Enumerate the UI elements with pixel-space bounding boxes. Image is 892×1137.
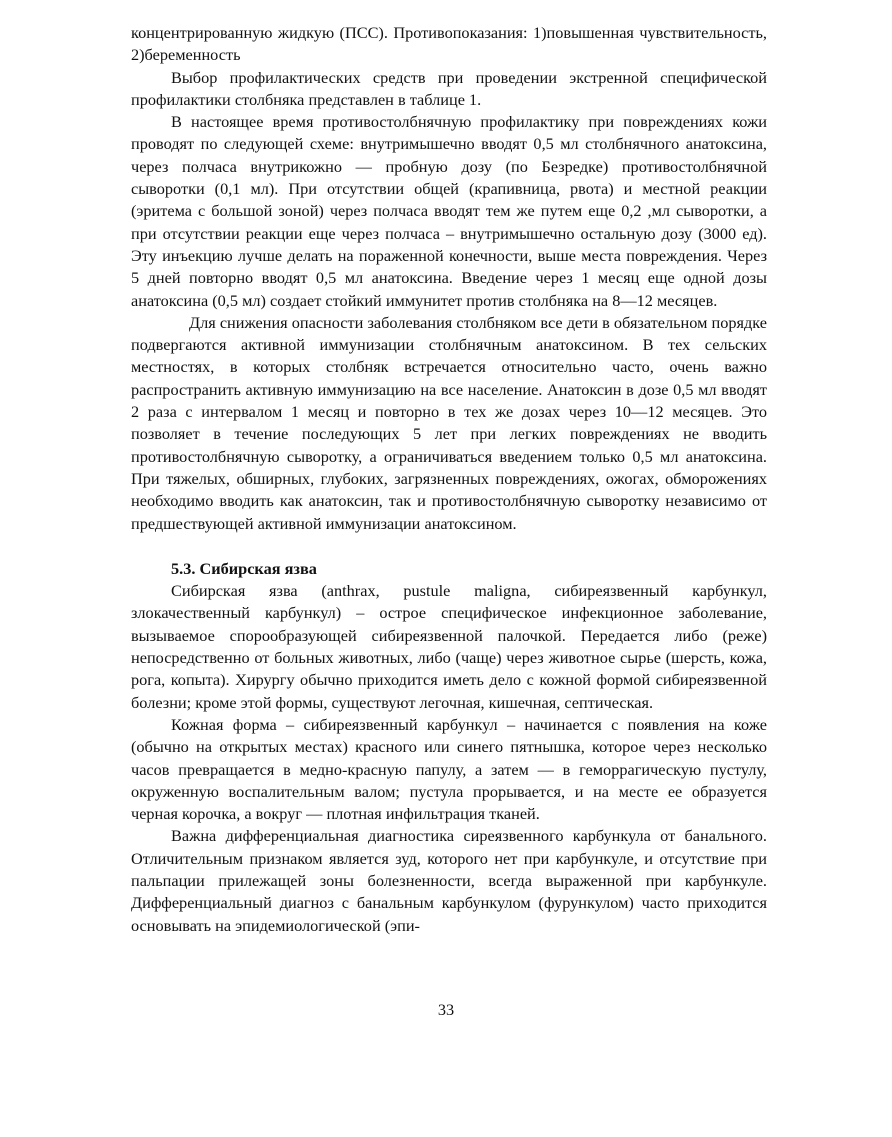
paragraph-prophylaxis-scheme: В настоящее время противостолбнячную профилактику при повреждениях кожи проводят по следующей схеме: внутримышечно вводят 0,5 мл столбнячного анатоксина, через полчаса внутрикожно — пробную дозу (по Безредке) противостолбнячной сыворотки (0,1 мл). При отсутствии общей (крапивница, рвота) и местной реакции (эритема с большой зоной) через полчаса вводят тем же путем еще 0,2 ,мл сыворотки, а при отсутствии реакции еще через полчаса – внутримышечно остальную дозу (3000 ед). Эту инъекцию лучше делать на пораженной конечности, выше места повреждения. Через 5 дней повторно вводят 0,5 мл анатоксина. Введение через 1 месяц еще одной дозы анатоксина (0,5 мл) создает стойкий иммунитет против столбняка на 8—12 месяцев.	[131, 112, 767, 310]
page-text	[131, 22, 767, 937]
paragraph-continuation: концентрированную жидкую (ПСС). Противопоказания: 1)повышенная чувствительность, 2)беременность	[131, 23, 767, 65]
paragraph-immunization: Для снижения опасности заболевания столбняком все дети в обязательном порядке подвергаются активной иммунизации столбнячным анатоксином. В тех сельских местностях, в которых столбняк встречается относительно часто, очень важно распространить активную иммунизацию на все население. Анатоксин в дозе 0,5 мл вводят 2 раза с интервалом 1 месяц и повторно в тех же дозах через 10—12 месяцев. Это позволяет в течение последующих 5 лет при легких повреждениях не вводить противостолбнячную сыворотку, а ограничиваться введением только 0,5 мл анатоксина. При тяжелых, обширных, глубоких, загрязненных повреждениях, ожогах, обморожениях необходимо вводить как анатоксин, так и противостолбнячную сыворотку независимо от предшествующей активной иммунизации анатоксином.	[131, 312, 767, 533]
page-number: 33	[437, 1000, 455, 1019]
paragraph-cutaneous-form: Кожная форма – сибиреязвенный карбункул – начинается с появления на коже (обычно на открытых местах) красного или синего пятнышка, которое через несколько часов превращается в медно-красную папулу, а затем — в геморрагическую пустулу, окруженную воспалительным валом; пустула прорывается, и на месте ее образуется черная корочка, а вокруг — плотная инфильтрация тканей.	[131, 714, 767, 824]
paragraph-anthrax-definition: Сибирская язва (anthrax, pustule maligna, сибиреязвенный карбункул, злокачественный карбункул) – острое специфическое инфекционное заболевание, вызываемое спорообразующей сибиреязвенной палочкой. Передается либо (реже) непосредственно от больных животных, либо (чаще) через животное сырье (шерсть, кожа, рога, копыта). Хирургу обычно приходится иметь дело с кожной формой сибиреязвенной болезни; кроме этой формы, существуют легочная, кишечная, септическая.	[131, 581, 767, 712]
section-heading: 5.3. Сибирская язва	[171, 558, 317, 578]
paragraph-prophylaxis-choice: Выбор профилактических средств при проведении экстренной специфической профилактики столбняка представлен в таблице 1.	[131, 67, 767, 109]
paragraph-differential-diagnosis: Важна дифференциальная диагностика сиреязвенного карбункула от банального. Отличительным признаком является зуд, которого нет при карбункуле, и отсутствие при пальпации прилежащей зоны болезненности, всегда выраженной при карбункуле. Дифференциальный диагноз с банальным карбункулом (фурункулом) часто приходится основывать на эпидемиологической (эпи-	[131, 826, 767, 935]
